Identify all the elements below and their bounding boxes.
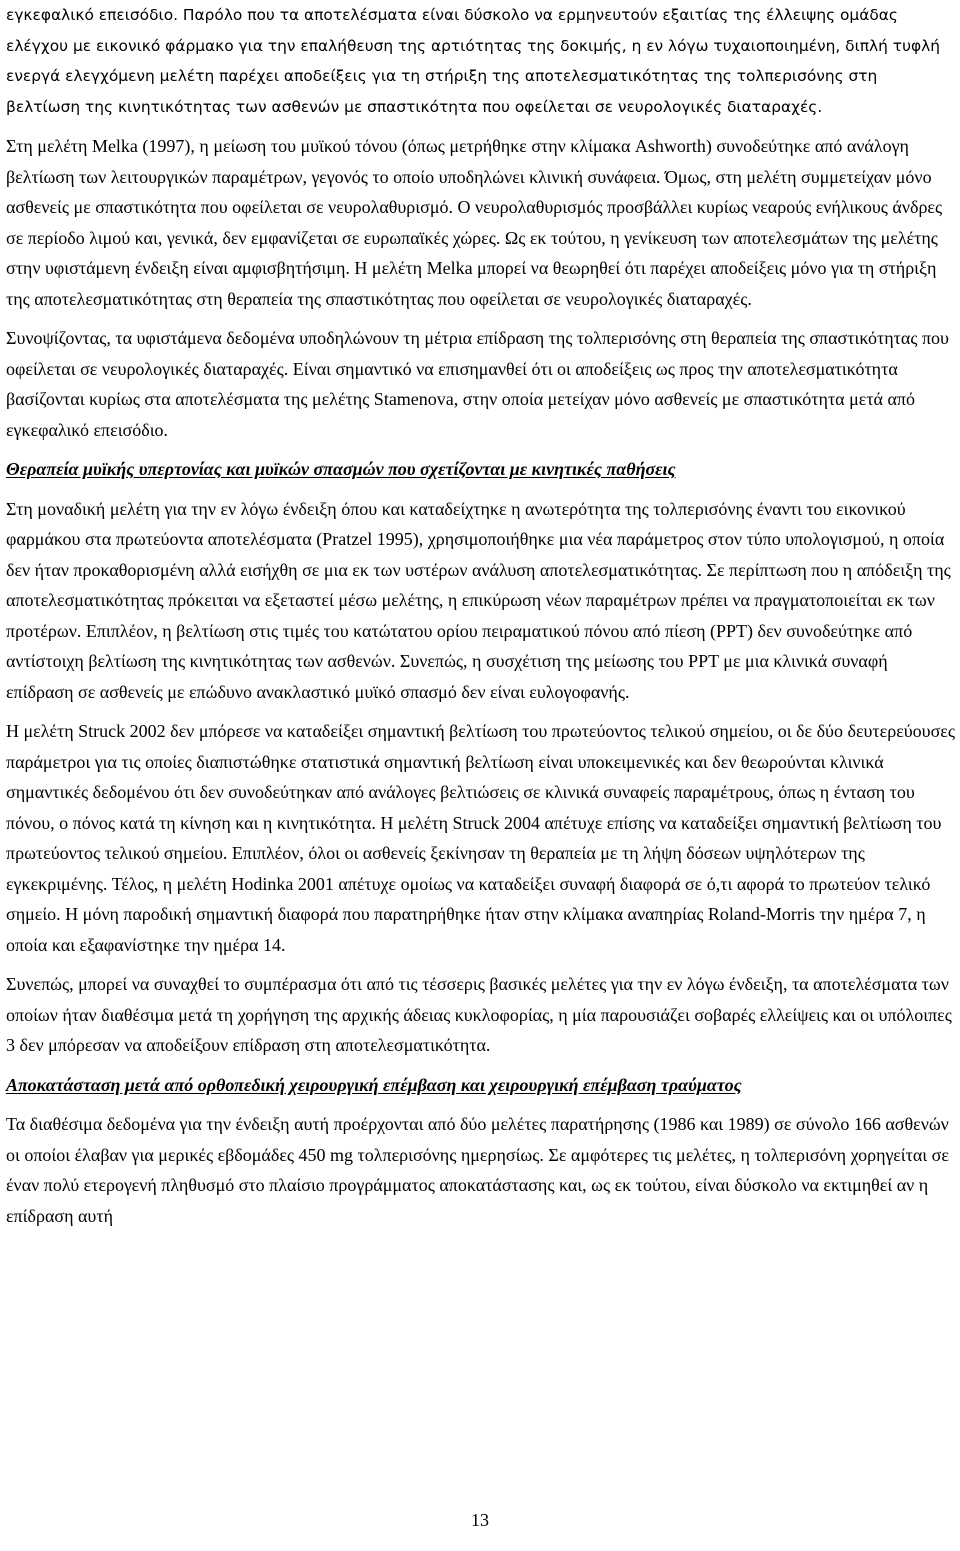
paragraph-summary: Συνοψίζοντας, τα υφιστάμενα δεδομένα υποδηλώνουν τη μέτρια επίδραση της τολπερισόνης στη θεραπεία της σπαστικότητας που οφείλεται σε νευρολογικές διαταραχές. Είναι σημαντικό να επισημανθεί ότι οι αποδείξεις ως προς την αποτελεσματικότητα βασίζονται κυρίως στα αποτελέσματα της μελέτης Stamenova, στην οποία μετείχαν μόνο ασθενείς με σπαστικότητα μετά από εγκεφαλικό επεισόδιο. (6, 328, 949, 440)
paragraph-intro-conclusion: εγκεφαλικό επεισόδιο. Παρόλο που τα αποτελέσματα είναι δύσκολο να ερμηνευτούν εξαιτίας της έλλειψης ομάδας ελέγχου με εικονικό φάρμακο για την επαλήθευση της αρτιότητας της δοκιμής, η εν λόγω τυχαιοποιημένη, διπλή τυφλή ενεργά ελεγχόμενη μελέτη παρέχει αποδείξεις για τη στήριξη της αποτελεσματικότητας της τολπερισόνης στη βελτίωση της κινητικότητας των ασθενών με σπαστικότητα που οφείλεται σε νευρολογικές διαταραχές. (6, 6, 940, 116)
section-heading-muscle-hypertonia: Θεραπεία μυϊκής υπερτονίας και μυϊκών σπασμών που σχετίζονται με κινητικές παθήσεις (6, 459, 676, 479)
paragraph-struck-hodinka-studies: Η μελέτη Struck 2002 δεν μπόρεσε να καταδείξει σημαντική βελτίωση του πρωτεύοντος τελικού σημείου, οι δε δύο δευτερεύουσες παράμετροι για τις οποίες διαπιστώθηκε στατιστικά σημαντική βελτίωση είναι υποκειμενικές και δεν θεωρούνται κλινικά σημαντικές δεδομένου ότι δεν συνοδεύτηκαν από ανάλογες βελτιώσεις σε κλινικά συναφείς παραμέτρους, όπως η ένταση του πόνου, ο πόνος κατά τη κίνηση και η κινητικότητα. Η μελέτη Struck 2004 απέτυχε επίσης να καταδείξει σημαντική βελτίωση του πρωτεύοντος τελικού σημείου. Επιπλέον, όλοι οι ασθενείς ξεκίνησαν τη θεραπεία με τη λήψη δόσεων υψηλότερων της εγκεκριμένης. Τέλος, η μελέτη Hodinka 2001 απέτυχε ομοίως να καταδείξει συναφή διαφορά σε ό,τι αφορά το πρωτεύον τελικό σημείο. Η μόνη παροδική σημαντική διαφορά που παρατηρήθηκε ήταν στην κλίμακα αναπηρίας Roland-Morris την ημέρα 7, η οποία και εξαφανίστηκε την ημέρα 14. (6, 721, 955, 955)
paragraph-melka-study: Στη μελέτη Melka (1997), η μείωση του μυϊκού τόνου (όπως μετρήθηκε στην κλίμακα Ashworth) συνοδεύτηκε από ανάλογη βελτίωση των λειτουργικών παραμέτρων, γεγονός το οποίο υποδηλώνει κλινική συνάφεια. Όμως, στη μελέτη συμμετείχαν μόνο ασθενείς με σπαστικότητα που οφείλεται σε νευρολαθυρισμό. Ο νευρολαθυρισμός προσβάλλει κυρίως νεαρούς ενήλικους άνδρες σε περίοδο λιμού και, γενικά, δεν εμφανίζεται σε ευρωπαϊκές χώρες. Ως εκ τούτου, η γενίκευση των αποτελεσμάτων της μελέτης στην υφιστάμενη ένδειξη είναι αμφισβητήσιμη. Η μελέτη Melka μπορεί να θεωρηθεί ότι παρέχει αποδείξεις μόνο για τη στήριξη της αποτελεσματικότητας στη θεραπεία της σπαστικότητας που οφείλεται σε νευρολογικές διαταραχές. (6, 136, 943, 309)
paragraph-observational-studies: Τα διαθέσιμα δεδομένα για την ένδειξη αυτή προέρχονται από δύο μελέτες παρατήρησης (1986 και 1989) σε σύνολο 166 ασθενών οι οποίοι έλαβαν για μερικές εβδομάδες 450 mg τολπερισόνης ημερησίως. Σε αμφότερες τις μελέτες, η τολπερισόνη χορηγείται σε έναν πολύ ετερογενή πληθυσμό στο πλαίσιο προγράμματος αποκατάστασης και, ως εκ τούτου, είναι δύσκολο να εκτιμηθεί αν η επίδραση αυτή (6, 1114, 949, 1226)
page-number: 13 (471, 1510, 489, 1530)
section-heading-rehabilitation: Αποκατάσταση μετά από ορθοπεδική χειρουργική επέμβαση και χειρουργική επέμβαση τραύματος (6, 1074, 742, 1095)
paragraph-pratzel-study: Στη μοναδική μελέτη για την εν λόγω ένδειξη όπου και καταδείχτηκε η ανωτερότητα της τολπερισόνης έναντι του εικονικού φαρμάκου στα πρωτεύοντα αποτελέσματα (Pratzel 1995), χρησιμοποιήθηκε μια νέα παράμετρος στον τύπο υπολογισμού, η οποία δεν ήταν προκαθορισμένη αλλά εισήχθη σε μια εκ των υστέρων ανάλυση αποτελεσματικότητας. Σε περίπτωση που η απόδειξη της αποτελεσματικότητας πρόκειται να εξεταστεί μέσω μελέτης, η επικύρωση νέων παραμέτρων πρέπει να πραγματοποιείται εκ των προτέρων. Επιπλέον, η βελτίωση στις τιμές του κατώτατου ορίου πειραματικού πόνου από πίεση (PPT) δεν συνοδεύτηκε από αντίστοιχη βελτίωση της κινητικότητας των ασθενών. Συνεπώς, η συσχέτιση της μείωσης του PPT με μια κλινικά συναφή επίδραση σε ασθενείς με επώδυνο ανακλαστικό μυϊκό σπασμό δεν είναι ευλογοφανής. (6, 498, 951, 702)
document-page (6, 0, 956, 1240)
paragraph-conclusion-four-studies: Συνεπώς, μπορεί να συναχθεί το συμπέρασμα ότι από τις τέσσερις βασικές μελέτες για την εν λόγω ένδειξη, τα αποτελέσματα των οποίων ήταν διαθέσιμα μετά τη χορήγηση της αρχικής άδειας κυκλοφορίας, η μία παρουσιάζει σοβαρές ελλείψεις και οι υπόλοιπες 3 δεν μπόρεσαν να αποδείξουν επίδραση στη αποτελεσματικότητα. (6, 974, 952, 1055)
